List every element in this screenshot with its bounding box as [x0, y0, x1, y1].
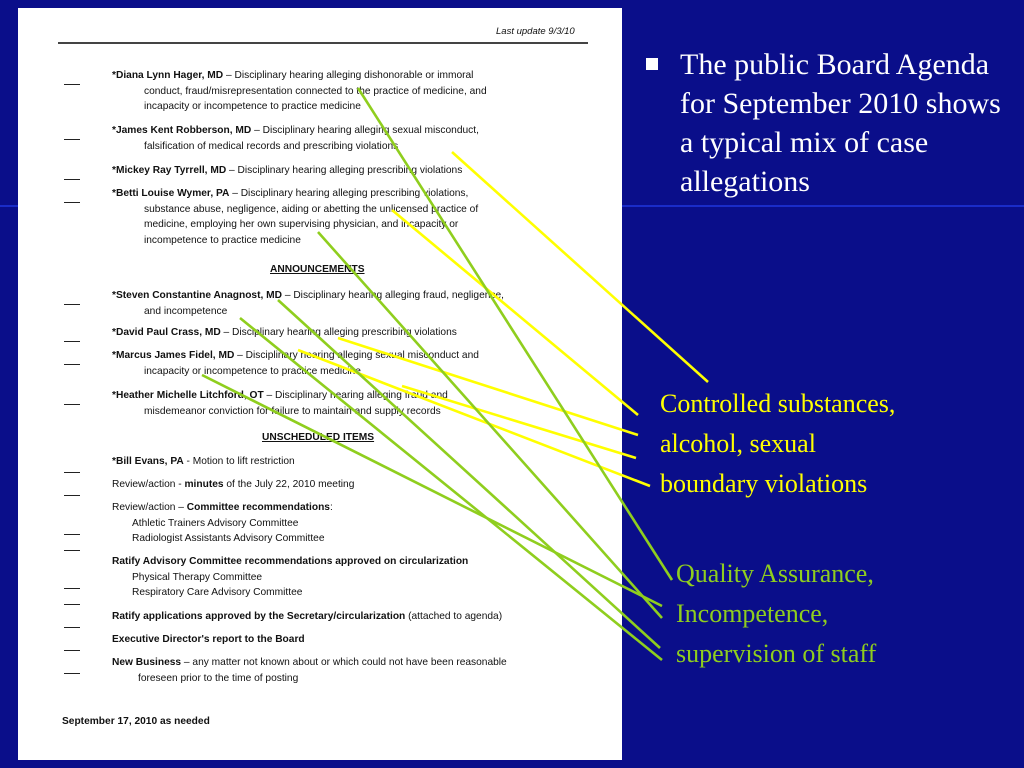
review-prefix: Review/action -: [112, 479, 185, 490]
green-connectors: [202, 88, 672, 660]
case-allegation-line: conduct, fraud/misrepresentation connected to the practice of medicine, and: [144, 85, 487, 97]
case-allegation: – Disciplinary hearing alleging dishonorable or immoral: [223, 70, 474, 81]
colon: :: [329, 502, 333, 513]
callout-line: supervision of staff: [676, 639, 877, 668]
case-name: *James Kent Robberson, MD: [112, 125, 252, 136]
case-name: *Marcus James Fidel, MD: [112, 350, 235, 361]
exec-report-bold: Executive Director's report to the Board: [112, 634, 305, 645]
case-action: - Motion to lift restriction: [183, 456, 295, 467]
committee-physical: Physical Therapy Committee: [132, 571, 263, 583]
new-business-bold: New Business: [112, 657, 182, 668]
case-allegation-line: and incompetence: [144, 305, 228, 317]
committee-athletic: Athletic Trainers Advisory Committee: [132, 517, 299, 529]
green-line-hager: [358, 88, 672, 580]
footer-date: September 17, 2010 as needed: [62, 716, 210, 727]
case-allegation: – Disciplinary hearing alleging sexual misconduct,: [251, 125, 479, 136]
case-name: *Steven Constantine Anagnost, MD: [112, 290, 282, 301]
callout-line: Quality Assurance,: [676, 559, 874, 588]
last-update-label: Last update 9/3/10: [496, 26, 575, 37]
slide-bullet-text: The public Board Agenda for September 2010 shows a typical mix of case allegations: [680, 48, 1001, 198]
yellow-connectors: [298, 152, 708, 486]
case-name: *David Paul Crass, MD: [112, 327, 221, 338]
new-business-line2: foreseen prior to the time of posting: [138, 672, 299, 684]
green-line-litchford: [202, 375, 662, 606]
case-name: *Bill Evans, PA: [112, 456, 184, 467]
callout-line: boundary violations: [660, 469, 868, 498]
callout-line: alcohol, sexual: [660, 429, 816, 458]
new-business-text: – any matter not known about or which could not have been reasonable: [181, 657, 507, 668]
yellow-line-fidel: [298, 350, 650, 486]
ratify-apps-bold: Ratify applications approved by the Secretary/circularization: [112, 611, 406, 622]
review-minutes-bold: minutes: [184, 479, 224, 490]
case-name: *Heather Michelle Litchford, OT: [112, 390, 264, 401]
ratify-committee-bold: Ratify Advisory Committee recommendations approved on circularization: [112, 556, 469, 567]
case-name: *Betti Louise Wymer, PA: [112, 188, 230, 199]
case-allegation-line: incapacity or incompetence to practice medicine: [144, 365, 361, 377]
yellow-line-crass: [338, 338, 638, 435]
callout-line: Controlled substances,: [660, 389, 896, 418]
case-allegation-line: incompetence to practice medicine: [144, 234, 301, 246]
case-allegation-line: medicine, employing her own supervising physician, and incapacity or: [144, 219, 459, 230]
announcements-header: ANNOUNCEMENTS: [270, 264, 365, 275]
committee-radiologist: Radiologist Assistants Advisory Committee: [132, 533, 325, 544]
case-allegation-line: falsification of medical records and prescribing violations: [144, 140, 399, 152]
case-allegation-line: substance abuse, negligence, aiding or abetting the unlicensed practice of: [144, 203, 479, 215]
green-line-crass: [240, 318, 662, 660]
committee-recommendations-bold: Committee recommendations: [186, 502, 330, 513]
yellow-line-robberson: [452, 152, 708, 382]
callout-controlled-substances: [660, 384, 895, 504]
case-name: *Diana Lynn Hager, MD: [112, 70, 224, 81]
callout-line: Incompetence,: [676, 599, 829, 628]
callout-quality-assurance: [676, 554, 876, 674]
case-allegation: – Disciplinary hearing alleging sexual misconduct and: [234, 350, 479, 361]
committee-respiratory: Respiratory Care Advisory Committee: [132, 587, 303, 598]
case-allegation: – Disciplinary hearing alleging fraud and: [263, 390, 448, 401]
case-allegation-line: incapacity or incompetence to practice medicine: [144, 101, 361, 112]
review-prefix: Review/action –: [112, 502, 187, 513]
ratify-apps-text: (attached to agenda): [405, 611, 503, 622]
case-allegation: – Disciplinary hearing alleging prescribing violations: [226, 165, 463, 176]
case-allegation: – Disciplinary hearing alleging fraud, negligence,: [282, 290, 504, 301]
case-name: *Mickey Ray Tyrrell, MD: [112, 165, 227, 176]
case-allegation: – Disciplinary hearing alleging prescribing violations,: [229, 188, 469, 199]
case-allegation-line: misdemeanor conviction for failure to maintain and supply records: [144, 405, 441, 417]
yellow-line-wymer: [392, 210, 638, 415]
unscheduled-header: UNSCHEDULED ITEMS: [262, 432, 375, 443]
review-minutes-text: of the July 22, 2010 meeting: [223, 479, 355, 490]
case-allegation: – Disciplinary hearing alleging prescribing violations: [220, 327, 457, 338]
bullet-square-icon: [646, 58, 658, 70]
green-line-anagnost: [278, 300, 660, 648]
